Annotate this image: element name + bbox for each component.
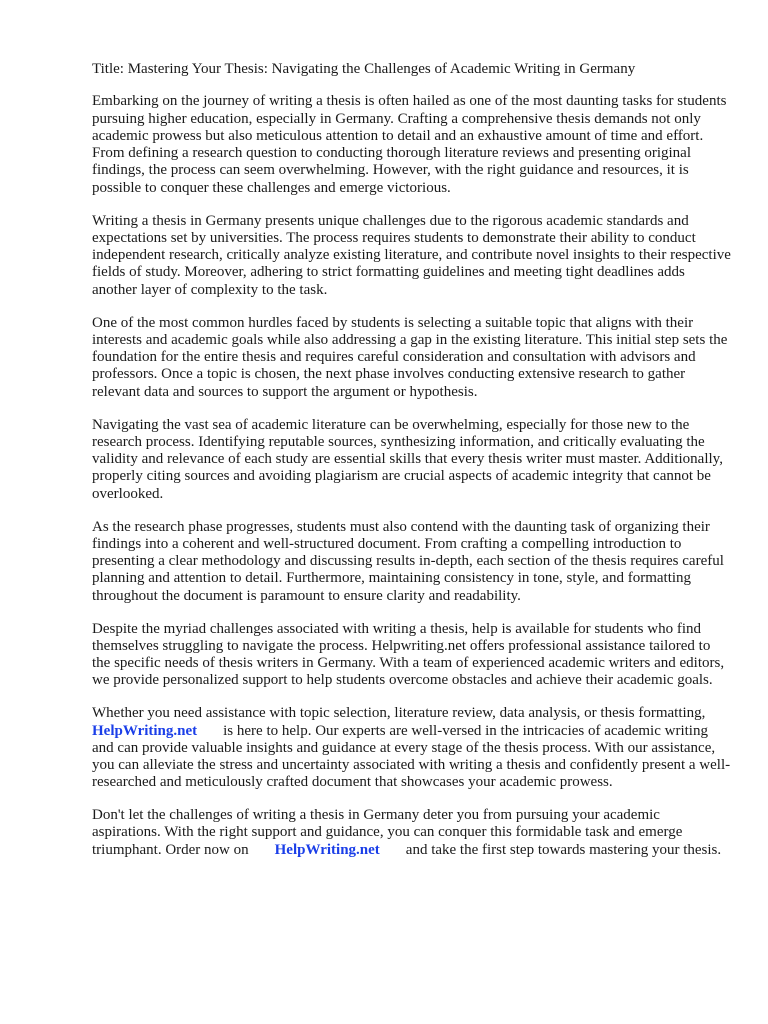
document-title: Title: Mastering Your Thesis: Navigating the Challenges of Academic Writing in Germany xyxy=(92,61,636,77)
document-body xyxy=(92,61,732,875)
paragraph-cta-text-before: Don't let the challenges of writing a thesis in Germany deter you from pursuing your academic aspirations. With the right support and guidance, you can conquer this formidable task and emerge triumphant. Order now on xyxy=(92,807,683,858)
paragraph-cta-text-after: and take the first step towards mastering your thesis. xyxy=(405,841,722,858)
paragraph-help-available: Despite the myriad challenges associated with writing a thesis, help is available for students who find themselves struggling to navigate the process. Helpwriting.net offers professional assistance tailored to the specific needs of thesis writers in Germany. With a team of experienced academic writers and editors, we provide personalized support to help students overcome obstacles and achieve their academic goals. xyxy=(92,620,725,689)
paragraph-assistance-text-after: is here to help. Our experts are well-versed in the intricacies of academic writing and can provide valuable insights and guidance at every stage of the thesis process. With our assistance, you can alleviate the stress and uncertainty associated with writing a thesis and confidently present a well-researched and meticulously crafted document that showcases your academic prowess. xyxy=(92,722,731,791)
paragraph-topic-selection: One of the most common hurdles faced by students is selecting a suitable topic that aligns with their interests and academic goals while also addressing a gap in the existing literature. This initial step sets the foundation for the entire thesis and requires careful consideration and consultation with advisors and professors. Once a topic is chosen, the next phase involves conducting extensive research to gather relevant data and sources to support the argument or hypothesis. xyxy=(92,314,728,400)
paragraph-assistance-text-before: Whether you need assistance with topic selection, literature review, data analysis, or thesis formatting, xyxy=(92,705,706,722)
paragraph-challenges: Writing a thesis in Germany presents unique challenges due to the rigorous academic standards and expectations set by universities. The process requires students to demonstrate their ability to conduct independent research, critically analyze existing literature, and contribute novel insights to their respective fields of study. Moreover, adhering to strict formatting guidelines and meeting tight deadlines adds another layer of complexity to the task. xyxy=(92,212,731,298)
helpwriting-link[interactable]: HelpWriting.net xyxy=(92,722,198,739)
paragraph-call-to-action xyxy=(92,807,732,859)
paragraph-organizing: As the research phase progresses, students must also contend with the daunting task of organizing their findings into a coherent and well-structured document. From crafting a compelling introduction to presenting a clear methodology and discussing results in-depth, each section of the thesis requires careful planning and attention to detail. Furthermore, maintaining consistency in tone, style, and formatting throughout the document is paramount to ensure clarity and readability. xyxy=(92,518,724,604)
paragraph-assistance xyxy=(92,705,732,791)
helpwriting-order-link[interactable]: HelpWriting.net xyxy=(274,841,380,858)
paragraph-intro: Embarking on the journey of writing a thesis is often hailed as one of the most daunting tasks for students pursuing higher education, especially in Germany. Crafting a comprehensive thesis demands not only academic prowess but also meticulous attention to detail and an exhaustive amount of time and effort. From defining a research question to conducting thorough literature reviews and presenting original findings, the process can seem overwhelming. However, with the right guidance and resources, it is possible to conquer these challenges and emerge victorious. xyxy=(92,93,727,196)
paragraph-literature: Navigating the vast sea of academic literature can be overwhelming, especially for those new to the research process. Identifying reputable sources, synthesizing information, and critically evaluating the validity and relevance of each study are essential skills that every thesis writer must master. Additionally, properly citing sources and avoiding plagiarism are crucial aspects of academic integrity that cannot be overlooked. xyxy=(92,416,723,502)
